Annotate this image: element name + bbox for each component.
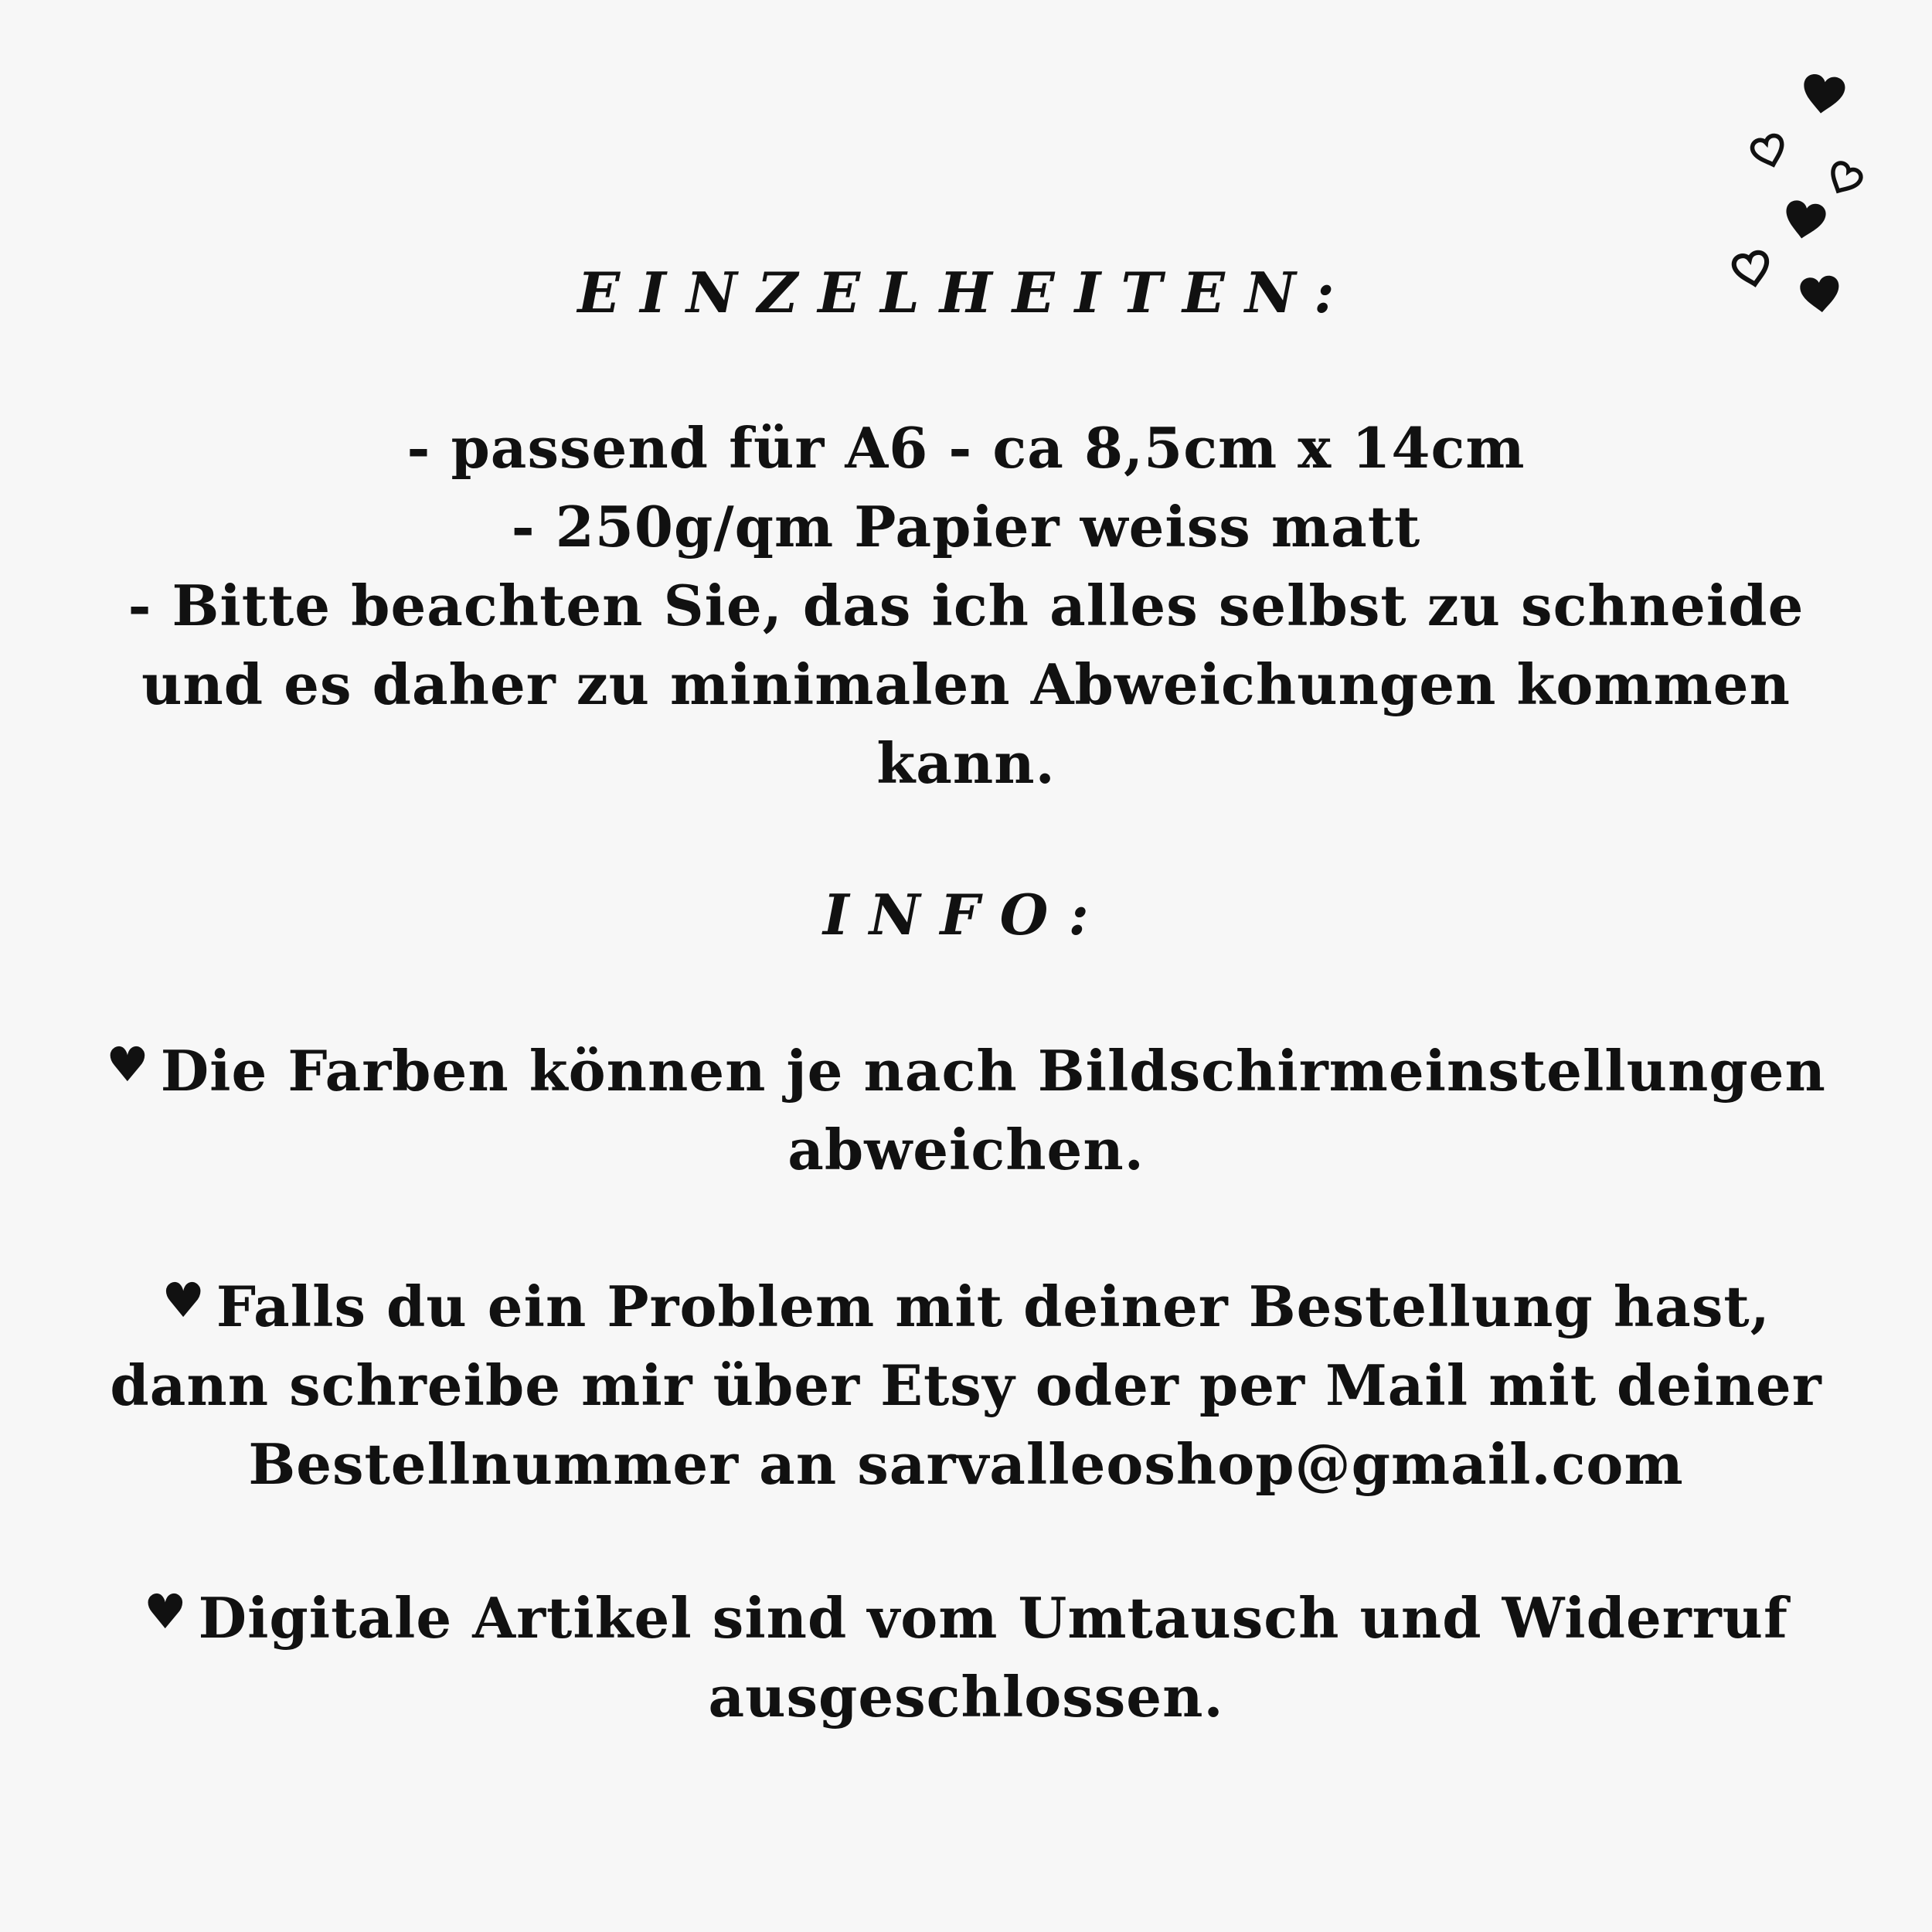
info-line: abweichen.	[787, 1117, 1145, 1182]
details-line: kann.	[876, 730, 1056, 796]
info-line	[93, 1579, 1839, 1658]
details-list	[93, 409, 1839, 803]
heart-icon: ♥	[162, 1272, 206, 1328]
details-line: - Bitte beachten Sie, das ich alles selbst zu schneide	[128, 573, 1804, 638]
info-line-text: Falls du ein Problem mit deiner Bestellung hast,	[216, 1274, 1770, 1339]
info-item-digital	[93, 1579, 1839, 1736]
einzelheiten-heading: EINZELHEITEN:	[577, 260, 1355, 325]
hearts-cluster-icon	[1723, 66, 1886, 328]
details-line: und es daher zu minimalen Abweichungen kommen	[141, 651, 1791, 717]
info-line-text: Digitale Artikel sind vom Umtausch und Widerruf	[198, 1585, 1788, 1651]
info-line: dann schreibe mir über Etsy oder per Mail mit deiner	[110, 1352, 1822, 1418]
info-item-problem	[93, 1267, 1839, 1504]
info-line: ausgeschlossen.	[708, 1664, 1224, 1730]
info-line	[93, 1267, 1839, 1346]
details-line: - 250g/qm Papier weiss matt	[511, 494, 1421, 560]
heart-icon: ♥	[144, 1583, 188, 1640]
info-line-text: Die Farben können je nach Bildschirmeinstellungen	[160, 1038, 1826, 1104]
info-item-colors	[93, 1032, 1839, 1189]
heart-icon: ♥	[106, 1036, 150, 1093]
info-heading: INFO:	[823, 882, 1109, 947]
info-line	[93, 1032, 1839, 1111]
details-line: - passend für A6 - ca 8,5cm x 14cm	[406, 415, 1526, 481]
info-line: Bestellnummer an sarvalleoshop@gmail.com	[248, 1431, 1684, 1497]
